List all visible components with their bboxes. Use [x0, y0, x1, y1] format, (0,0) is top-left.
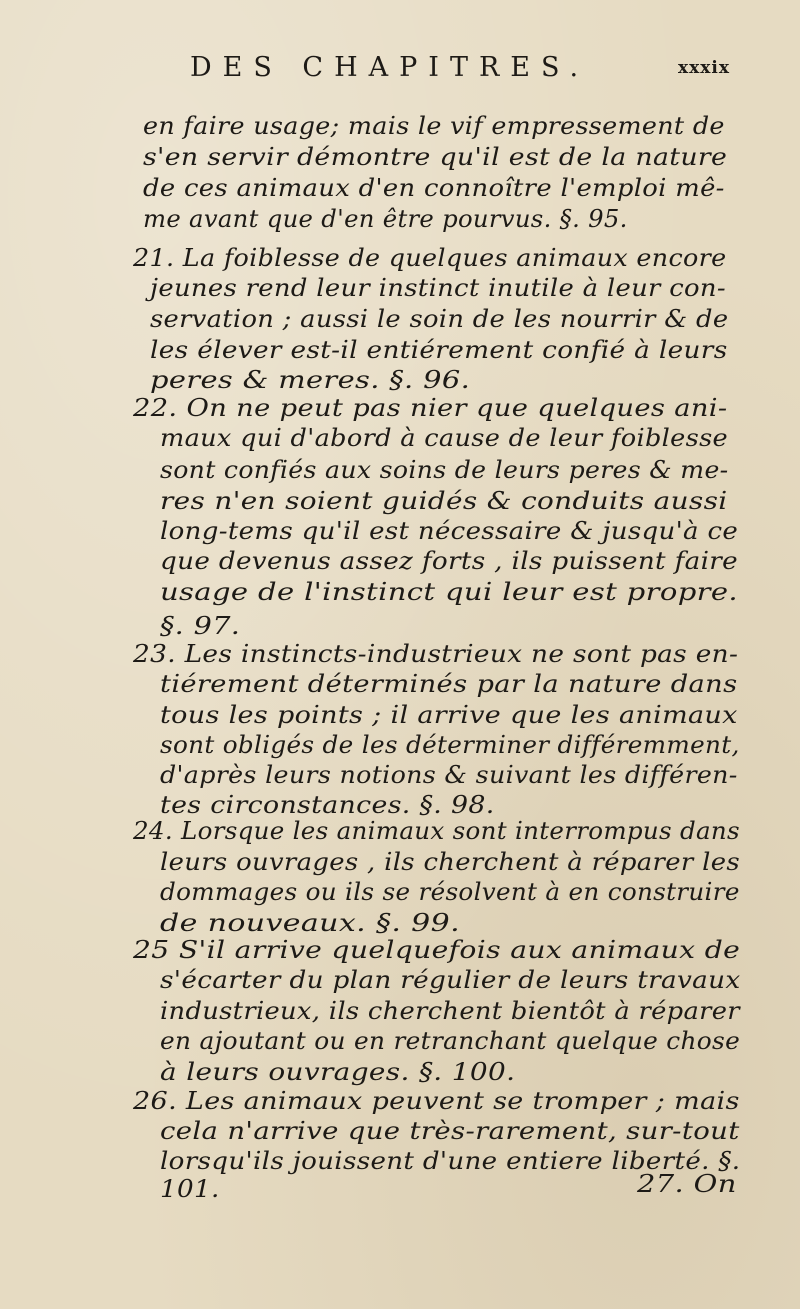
text-line: leurs ouvrages , ils cherchent à réparer les: [160, 848, 740, 876]
running-head-title: DES CHAPITRES.: [190, 52, 590, 83]
text-line: de ces animaux d'en connoître l'emploi mê-: [143, 174, 725, 202]
text-line: tes circonstances. §. 98.: [160, 791, 495, 819]
text-line: cela n'arrive que très-rarement, sur-tout: [160, 1117, 740, 1145]
text-line: 21. La foiblesse de quelques animaux encore: [133, 244, 727, 272]
text-line: sont obligés de les déterminer différemment,: [160, 731, 740, 759]
text-line: maux qui d'abord à cause de leur foiblesse: [160, 424, 729, 452]
text-line: servation ; aussi le soin de les nourrir & de: [150, 305, 729, 333]
text-line: 23. Les instincts-industrieux ne sont pas en-: [133, 640, 739, 668]
text-line: lorsqu'ils jouissent d'une entiere liberté. §.: [160, 1147, 741, 1175]
text-line: res n'en soient guidés & conduits aussi: [160, 487, 728, 515]
text-line: les élever est-il entiérement confié à leurs: [150, 336, 728, 364]
text-line: 22. On ne peut pas nier que quelques ani-: [133, 394, 728, 422]
text-line: jeunes rend leur instinct inutile à leur con-: [150, 274, 726, 302]
text-line: 101.: [160, 1175, 220, 1203]
text-line: 27. On: [637, 1170, 737, 1198]
text-line: dommages ou ils se résolvent à en construire: [160, 878, 740, 906]
text-line: me avant que d'en être pourvus. §. 95.: [143, 205, 628, 233]
page-number: xxxix: [678, 58, 730, 78]
text-line: long-tems qu'il est nécessaire & jusqu'à ce: [160, 517, 739, 545]
text-line: de nouveaux. §. 99.: [160, 909, 461, 937]
text-line: d'après leurs notions & suivant les différen-: [160, 761, 738, 789]
text-line: peres & meres. §. 96.: [150, 366, 471, 394]
text-line: tous les points ; il arrive que les animaux: [160, 701, 738, 729]
text-line: 25 S'il arrive quelquefois aux animaux de: [133, 936, 741, 964]
text-line: que devenus assez forts , ils puissent faire: [160, 547, 739, 575]
text-line: tiérement déterminés par la nature dans: [160, 670, 738, 698]
text-line: sont confiés aux soins de leurs peres & me-: [160, 456, 729, 484]
text-line: 26. Les animaux peuvent se tromper ; mais: [133, 1087, 740, 1115]
text-line: §. 97.: [160, 612, 241, 640]
text-line: s'en servir démontre qu'il est de la nature: [143, 143, 728, 171]
text-line: industrieux, ils cherchent bientôt à réparer: [160, 997, 740, 1025]
text-line: à leurs ouvrages. §. 100.: [160, 1058, 516, 1086]
text-line: en faire usage; mais le vif empressement de: [143, 112, 725, 140]
text-line: en ajoutant ou en retranchant quelque chose: [160, 1027, 741, 1055]
text-line: 24. Lorsque les animaux sont interrompus dans: [133, 817, 740, 845]
text-line: s'écarter du plan régulier de leurs travaux: [160, 966, 741, 994]
text-line: usage de l'instinct qui leur est propre.: [160, 578, 738, 606]
